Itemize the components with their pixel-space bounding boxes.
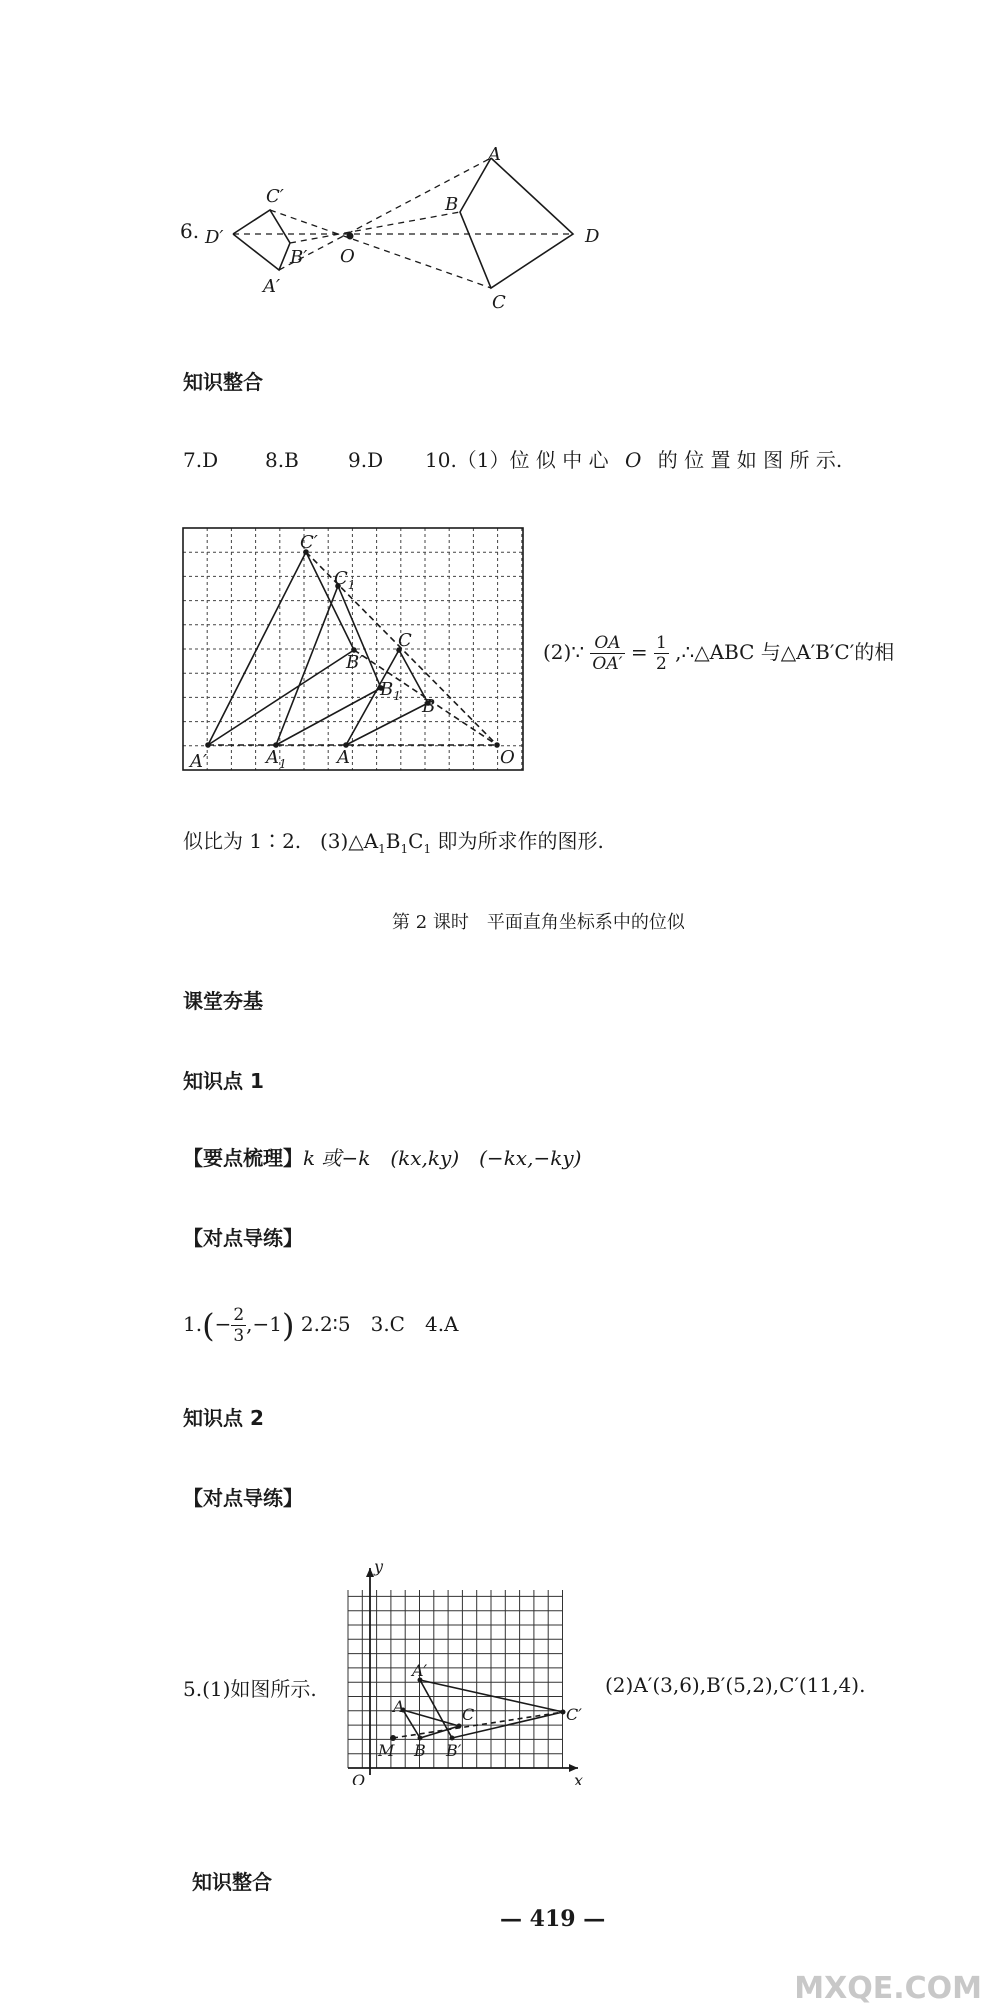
- label-A-prime: A′: [263, 276, 281, 297]
- page-number: — 419 —: [500, 1906, 606, 1932]
- answer-8: 8.B: [265, 448, 299, 472]
- label-O-10: O: [500, 747, 515, 768]
- label-C-prime-10: C′: [300, 532, 318, 553]
- label-A-5: A: [393, 1697, 405, 1716]
- label-B-prime-10: B′: [346, 652, 364, 673]
- answers-1-to-4: 1.(− $\frac{2}{3}$ ,−1) 2.2∶5 3.C 4.A: [183, 1305, 459, 1346]
- figure-5-coordinate-grid: [340, 1560, 590, 1785]
- label-A: A: [488, 144, 501, 165]
- label-C-prime-5: C′: [566, 1705, 582, 1724]
- watermark-logo: MXQE.COM: [794, 1971, 982, 2006]
- label-O: O: [340, 246, 355, 267]
- answer-10-part-3: $(3)\triangle A_1B_1C_1$ 即为所求作的图形.: [320, 829, 604, 856]
- label-B1-10: $B_1$: [380, 679, 401, 703]
- answer-5-part-2: (2)A′(3,6),B′(5,2),C′(11,4).: [605, 1673, 866, 1697]
- answer-7: 7.D: [183, 448, 219, 472]
- key-points-line: 【要点梳理】k 或−k (kx,ky) (−kx,−ky): [183, 1146, 582, 1170]
- label-M-5: M: [378, 1741, 395, 1760]
- figure-6-homothety: [200, 140, 620, 320]
- label-A-prime-5: A′: [412, 1661, 428, 1680]
- label-origin: O: [352, 1771, 366, 1785]
- label-C: C: [492, 292, 506, 313]
- lesson-title: 第 2 课时 平面直角坐标系中的位似: [392, 912, 685, 933]
- label-C-10: C: [398, 630, 412, 651]
- label-B-10: B: [422, 696, 436, 717]
- answer-10-part-2: (2)∵ $\frac{OA}{OA'}$ = $\frac{1}{2}$ ,∴△ABC 与△A′B′C′的相: [543, 633, 895, 674]
- label-D: D: [585, 226, 600, 247]
- practice-heading-2: 【对点导练】: [183, 1486, 303, 1510]
- practice-heading-1: 【对点导练】: [183, 1226, 303, 1250]
- answer-10-ratio: 似比为 1∶2.: [183, 829, 302, 853]
- fraction-oa-over-oa-prime: $\frac{OA}{OA'}$: [592, 633, 623, 674]
- section-heading-classroom: 课堂夯基: [183, 989, 263, 1013]
- label-axis-y: y: [374, 1560, 384, 1576]
- label-A-10: A: [337, 747, 350, 768]
- fraction-two-thirds: $\frac{2}{3}$: [233, 1305, 245, 1346]
- answer-5-part-1: 5.(1)如图所示.: [183, 1677, 317, 1701]
- section-heading-integration-1: 知识整合: [183, 370, 263, 394]
- label-A-prime-10: A′: [190, 751, 208, 772]
- section-heading-integration-2: 知识整合: [192, 1870, 272, 1894]
- label-B-prime-5: B′: [446, 1741, 462, 1760]
- label-B-prime: B′: [290, 247, 308, 268]
- label-B-5: B: [414, 1741, 426, 1760]
- label-axis-x: x: [574, 1771, 584, 1785]
- knowledge-point-2: 知识点 2: [183, 1406, 264, 1430]
- fraction-one-half: $\frac{1}{2}$: [655, 633, 667, 674]
- figure-10-grid: [180, 525, 530, 775]
- label-C-5: C: [462, 1705, 475, 1724]
- label-B: B: [445, 194, 459, 215]
- question-6-number: 6.: [180, 219, 200, 243]
- label-C1-10: $C_1$: [334, 568, 356, 592]
- answer-10-intro: 10.（1）位 似 中 心 O 的 位 置 如 图 所 示.: [425, 448, 843, 472]
- knowledge-point-1: 知识点 1: [183, 1069, 264, 1093]
- label-A1-10: $A_1$: [266, 747, 287, 771]
- label-C-prime: C′: [266, 186, 284, 207]
- label-D-prime: D′: [205, 227, 224, 248]
- answer-9: 9.D: [348, 448, 384, 472]
